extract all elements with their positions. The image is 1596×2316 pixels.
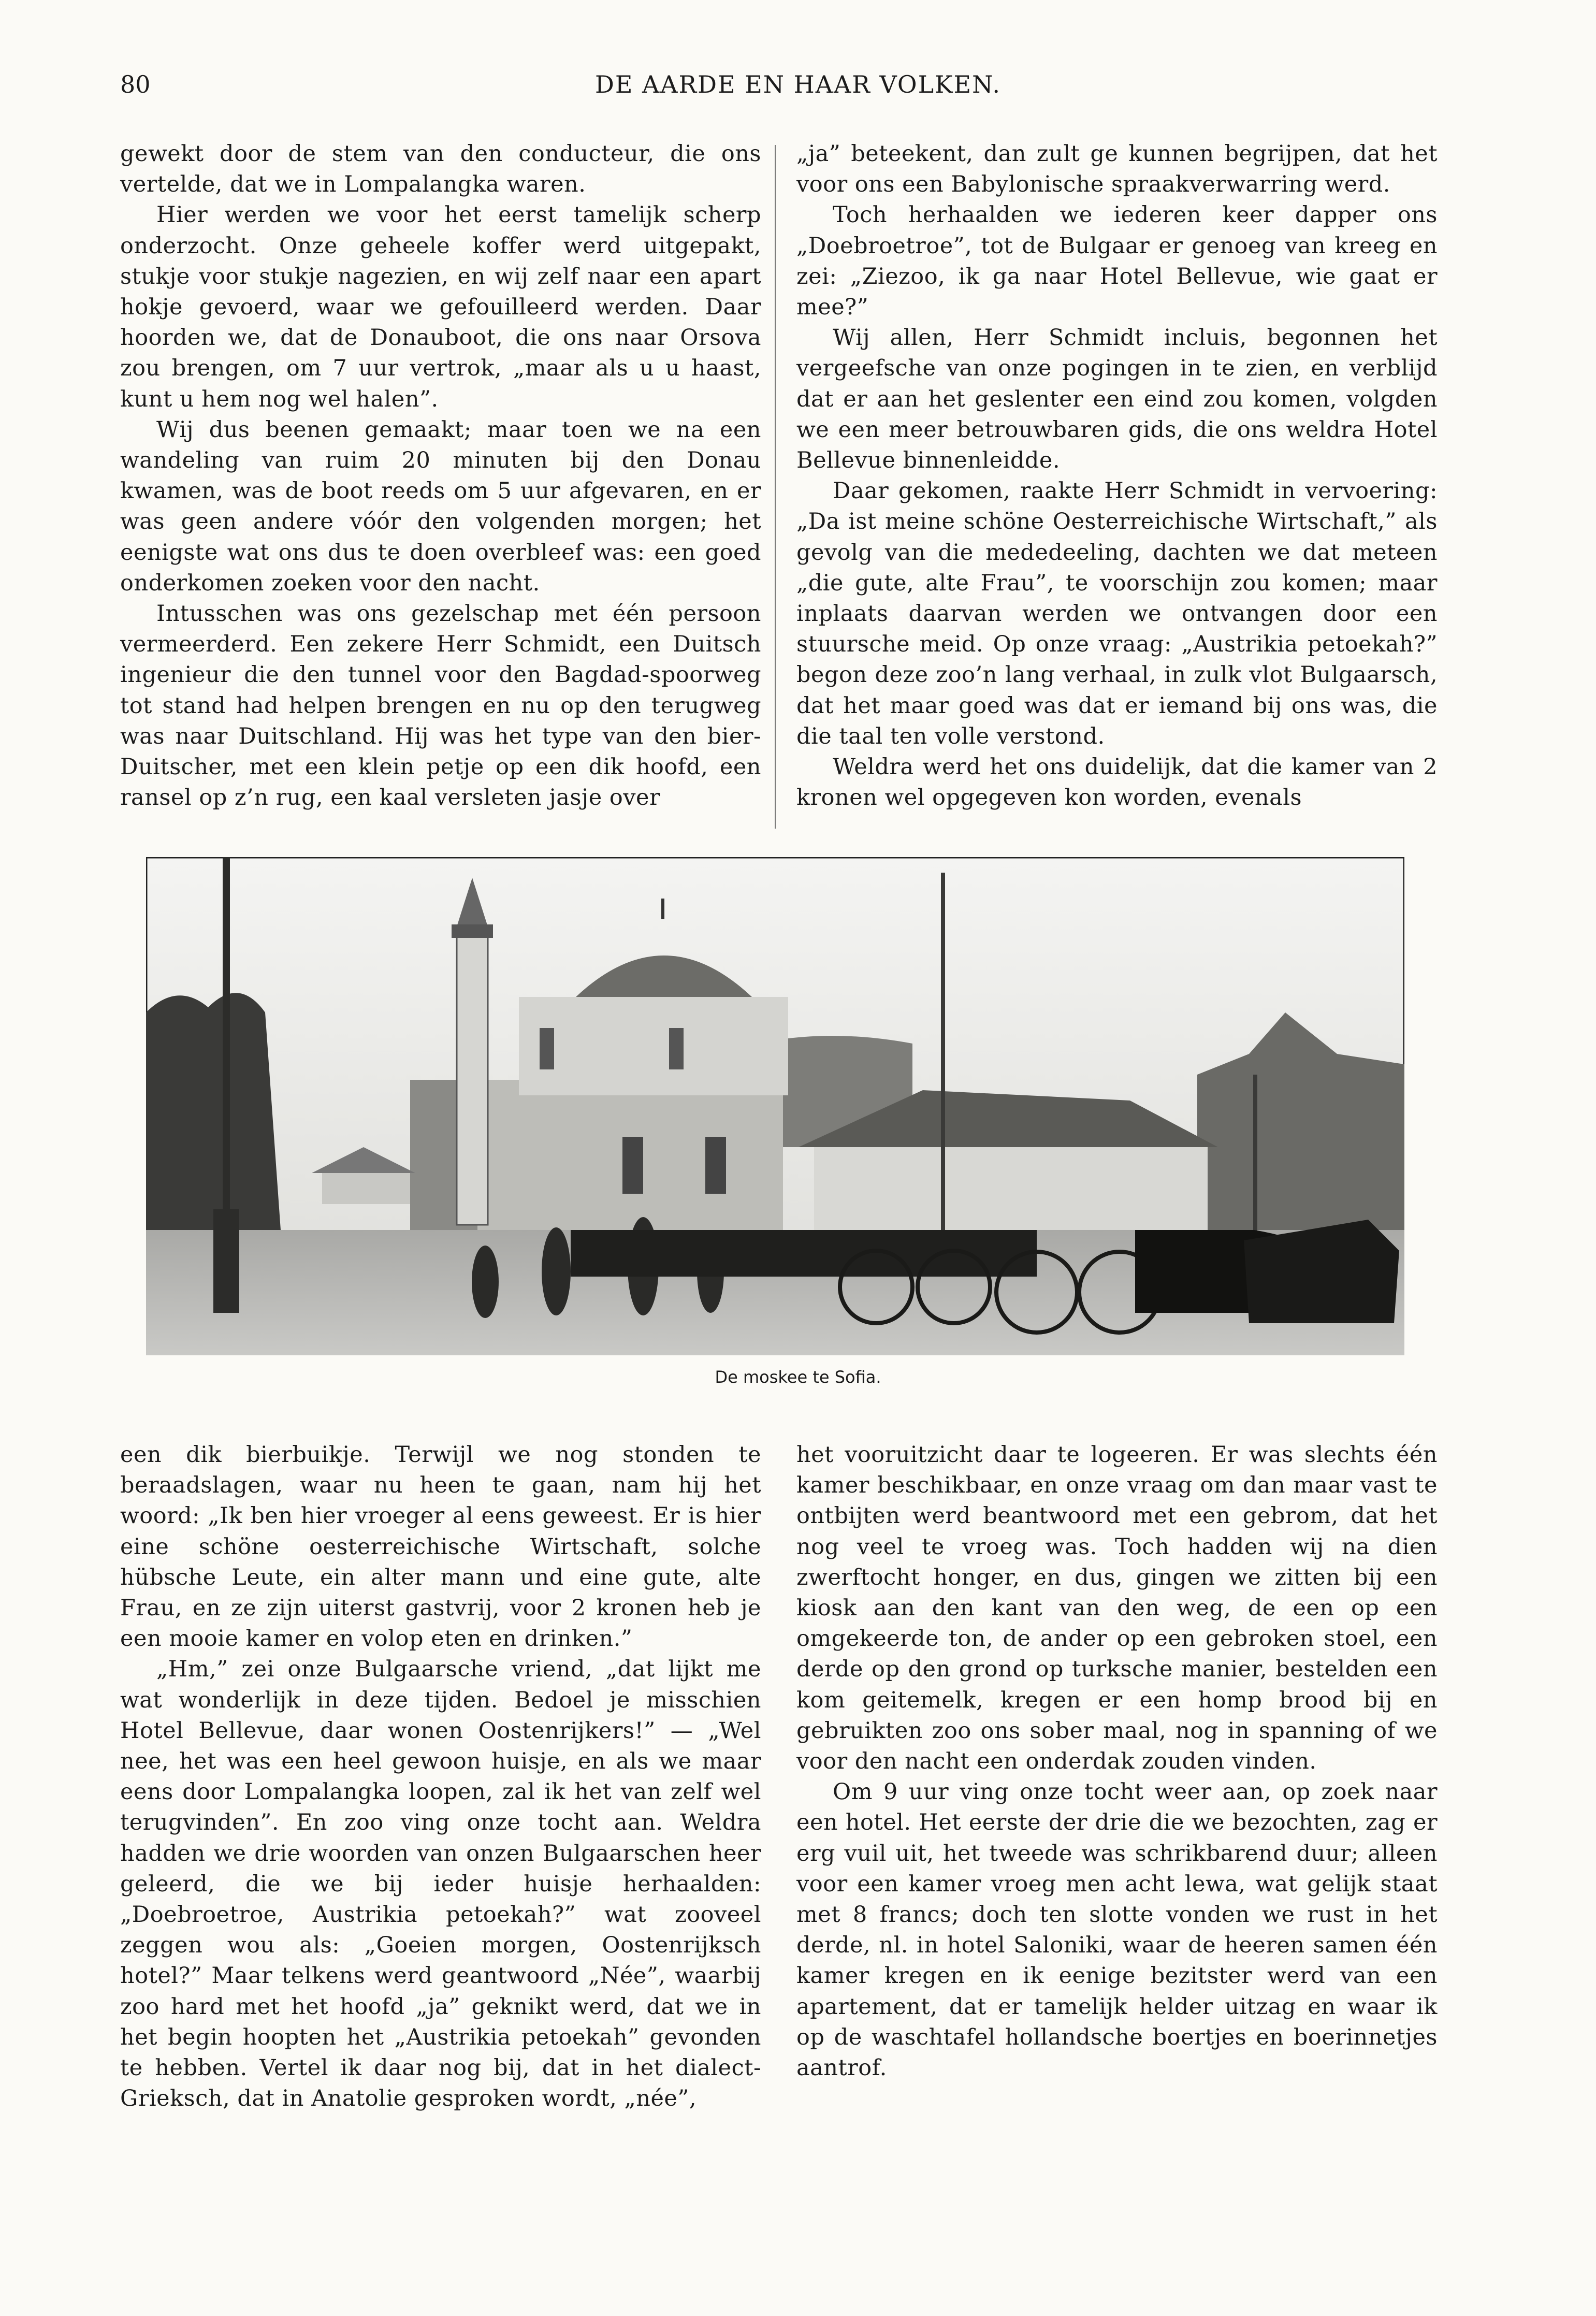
- paragraph: Intusschen was ons gezelschap met één persoon vermeerderd. Een zekere Herr Schmidt, een Duitsch ingenieur die den tunnel voor den Bagdad-spoorweg tot stand had helpen brengen en nu op den terugweg was naar Duitschland. Hij was het type van den bier-Duitscher, met een klein petje op een dik hoofd, een ransel op z’n rug, een kaal versleten jasje over: [120, 601, 761, 811]
- paragraph: Weldra werd het ons duidelijk, dat die kamer van 2 kronen wel opgegeven kon worden, evenals: [796, 754, 1438, 811]
- paragraph: Hier werden we voor het eerst tamelijk scherp onderzocht. Onze geheele koffer werd uitgepakt, stukje voor stukje nagezien, en wij zelf naar een apart hokje gevoerd, waar we gefouilleerd werden. Daar hoorden we, dat de Donauboot, die ons naar Orsova zou brengen, om 7 uur vertrok, „maar als u u haast, kunt u hem nog wel halen”.: [120, 202, 761, 412]
- column-right-top: [796, 139, 1438, 813]
- paragraph: „Hm,” zei onze Bulgaarsche vriend, „dat lijkt me wat wonderlijk in deze tijden. Bedoel je misschien Hotel Bellevue, daar wonen Oostenrijkers!” — „Wel nee, het was een heel gewoon huisje, en als we maar eens door Lompalangka loopen, zal ik het van zelf wel terugvinden”. En zoo ving onze tocht aan. Weldra hadden we drie woorden van onzen Bulgaarschen heer geleerd, die we bij ieder huisje herhaalden: „Doebroetroe, Austrikia petoekah?” wat zooveel zeggen wou als: „Goeien morgen, Oostenrijksch hotel?” Maar telkens werd geantwoord „Née”, waarbij zoo hard met het hoofd „ja” geknikt werd, dat we in het begin hoopten het „Austrikia petoekah” gevonden te hebben. Vertel ik daar nog bij, dat in het dialect-Grieksch, dat in Anatolie gesproken wordt, „née”,: [120, 1656, 761, 2112]
- column-left-bottom: [120, 1440, 761, 2114]
- paragraph: Toch herhaalden we iederen keer dapper ons „Doebroetroe”, tot de Bulgaar er genoeg van kreeg en zei: „Ziezoo, ik ga naar Hotel Bellevue, wie gaat er mee?”: [796, 202, 1438, 321]
- photo-mosque-sofia: [146, 857, 1404, 1355]
- photo-illustration: [146, 857, 1404, 1355]
- paragraph: een dik bierbuikje. Terwijl we nog stonden te beraadslagen, waar nu heen te gaan, nam hij het woord: „Ik ben hier vroeger al eens geweest. Er is hier eine schöne oesterreichische Wirtschaft, solche hübsche Leute, ein alter mann und eine gute, alte Frau, en ze zijn uiterst gastvrij, voor 2 kronen heb je een mooie kamer en volop eten en drinken.”: [120, 1442, 761, 1652]
- page-number: 80: [120, 70, 151, 98]
- column-left-top: [120, 139, 761, 813]
- paragraph: Wij dus beenen gemaakt; maar toen we na een wandeling van ruim 20 minuten bij den Donau kwamen, was de boot reeds om 5 uur afgevaren, en er was geen andere vóór den volgenden morgen; het eenigste wat ons dus te doen overbleef was: een goed onderkomen zoeken voor den nacht.: [120, 416, 761, 596]
- running-head: DE AARDE EN HAAR VOLKEN.: [594, 70, 1002, 98]
- paragraph: gewekt door de stem van den conducteur, die ons vertelde, dat we in Lompalangka waren.: [120, 141, 761, 198]
- column-divider: [775, 145, 776, 829]
- figure-caption: De moskee te Sofia.: [715, 1367, 881, 1387]
- paragraph: Wij allen, Herr Schmidt incluis, begonnen het vergeefsche van onze pogingen in te zien, en verblijd dat er aan het geslenter een eind zou komen, volgden we een meer betrouwbaren gids, die ons weldra Hotel Bellevue binnenleidde.: [796, 325, 1438, 474]
- paragraph: Om 9 uur ving onze tocht weer aan, op zoek naar een hotel. Het eerste der drie die we bezochten, zag er erg vuil uit, het tweede was schrikbarend duur; alleen voor een kamer vroeg men acht lewa, wat gelijk staat met 8 francs; doch ten slotte vonden we rust in het derde, nl. in hotel Saloniki, waar de heeren samen één kamer kregen en ik eenige bezitster werd van een apartement, dat er tamelijk helder uitzag en waar ik op de waschtafel hollandsche boertjes en boerinnetjes aantrof.: [796, 1779, 1438, 2081]
- paragraph: het vooruitzicht daar te logeeren. Er was slechts één kamer beschikbaar, en onze vraag om dan maar vast te ontbijten werd beantwoord met een gebrom, dat het nog veel te vroeg was. Toch hadden wij na dien zwerftocht honger, en dus, gingen we zitten bij een kiosk aan den kant van den weg, de een op een omgekeerde ton, de ander op een gebroken stoel, een derde op den grond op turksche manier, bestelden een kom geitemelk, kregen er een homp brood bij en gebruikten zoo ons sober maal, nog in spanning of we voor den nacht een onderdak zouden vinden.: [796, 1442, 1438, 1775]
- paragraph: „ja” beteekent, dan zult ge kunnen begrijpen, dat het voor ons een Babylonische spraakverwarring werd.: [796, 141, 1438, 198]
- column-right-bottom: [796, 1440, 1438, 2083]
- paragraph: Daar gekomen, raakte Herr Schmidt in vervoering: „Da ist meine schöne Oesterreichische Wirtschaft,” als gevolg van die mededeeling, dachten we dat meteen „die gute, alte Frau”, te voorschijn zou komen; maar inplaats daarvan werden we ontvangen door een stuursche meid. Op onze vraag: „Austrikia petoekah?” begon deze zoo’n lang verhaal, in zulk vlot Bulgaarsch, dat het maar goed was dat er iemand bij ons was, die die taal ten volle verstond.: [796, 478, 1438, 749]
